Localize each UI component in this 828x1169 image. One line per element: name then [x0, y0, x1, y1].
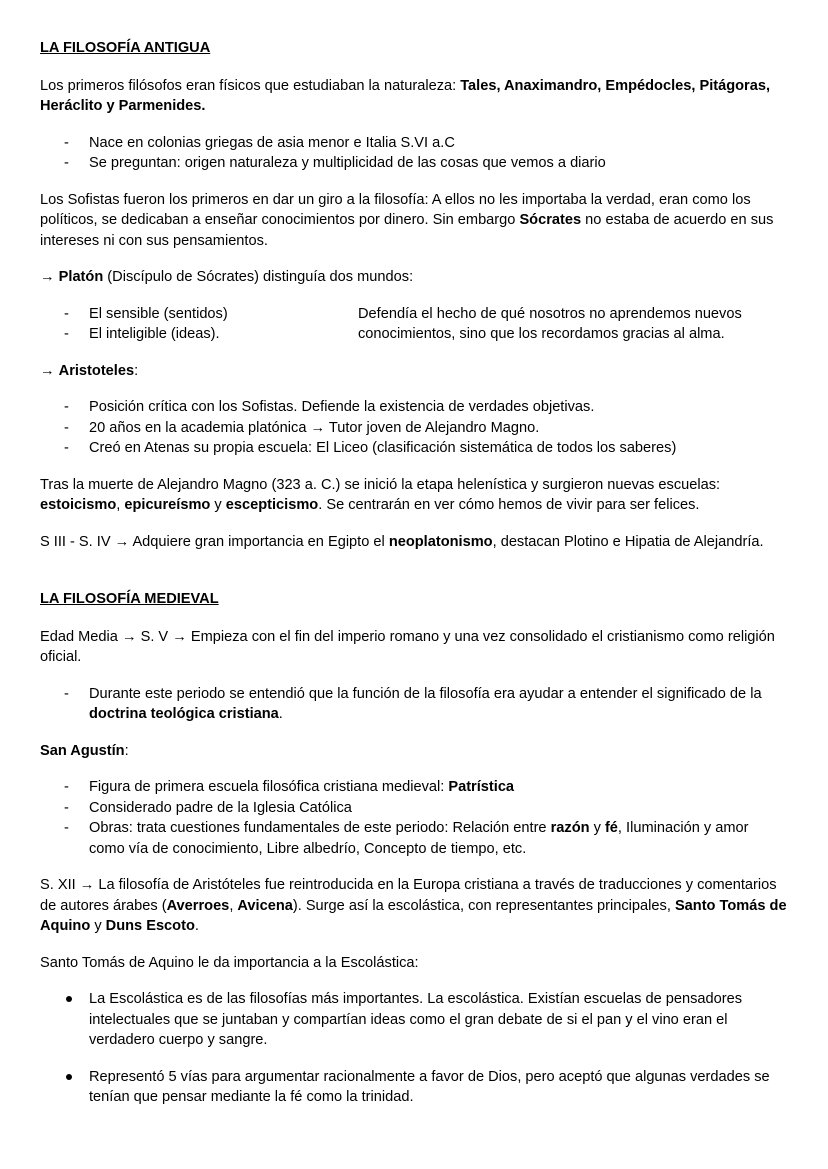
platon-name: Platón: [58, 269, 104, 285]
section-title-medieval: LA FILOSOFÍA MEDIEVAL: [40, 591, 219, 607]
doctrina: doctrina teológica cristiana: [89, 706, 279, 722]
razon: razón: [550, 820, 590, 836]
item-text: Figura de primera escuela filosófica cristiana medieval:: [89, 779, 449, 795]
list-item: [40, 684, 788, 725]
list-item: - 20 años en la academia platónica → Tutor joven de Alejandro Magno.: [40, 418, 788, 439]
aristoteles-name: Aristoteles: [58, 362, 135, 379]
medieval-intro: Edad Media → S. V → Empieza con el fin del imperio romano y una vez consolidado el cristianismo como religión oficial.: [40, 628, 775, 665]
list-item: - Considerado padre de la Iglesia Católica: [40, 798, 788, 819]
xii-text-1: S. XII → La filosofía de Aristóteles fue reintroducida en la Europa cristiana a través de traducciones y comentarios de autores árabes (: [40, 877, 777, 914]
origins-list: [40, 133, 788, 174]
agustin-name: San Agustín: [40, 742, 125, 759]
sofistas-text-1: Los Sofistas fueron los primeros en dar un giro a la filosofía: A ellos no les importaba la verdad, eran como los políticos, se dedicaban a enseñar conocimientos por dinero. Sin embargo: [40, 191, 751, 228]
fe: fé: [604, 820, 618, 836]
arrow: →: [40, 269, 59, 285]
neo-text-1: S III - S. IV → Adquiere gran importancia en Egipto el: [40, 533, 389, 550]
platon-note: Defendía el hecho de qué nosotros no aprendemos nuevos conocimientos, sino que los recordamos gracias al alma.: [358, 305, 742, 342]
agustin-list: [40, 777, 788, 859]
epicureismo: epicureísmo: [124, 497, 211, 513]
medieval-list: [40, 684, 788, 725]
list-item: La Escolástica es de las filosofías más importantes. La escolástica. Existían escuelas de pensadores intelectuales que se juntaban y compartían ideas como el gran debate de si el pan y el vino eran el verdadero cuerpo y sangre.: [40, 989, 788, 1051]
conjunction: y: [589, 820, 605, 836]
list-item: - Nace en colonias griegas de asia menor e Italia S.VI a.C: [40, 133, 788, 154]
xii-text-2: ). Surge así la escolástica, con representantes principales,: [292, 897, 675, 914]
aristoteles-heading: [40, 361, 788, 382]
platon-heading: [40, 267, 788, 288]
neoplatonismo: neoplatonismo: [388, 533, 493, 550]
conjunction: y: [210, 497, 226, 513]
avicena: Avicena: [237, 897, 293, 914]
averroes: Averroes: [166, 897, 230, 914]
neoplatonismo-paragraph: [40, 532, 788, 553]
helenistica-text-2: . Se centrarán en ver cómo hemos de vivir para ser felices.: [318, 497, 700, 513]
item-text: Durante este periodo se entendió que la función de la filosofía era ayudar a entender el significado de la: [89, 685, 762, 702]
agustin-heading: [40, 741, 788, 762]
comma: ,: [116, 497, 125, 513]
list-item: - Se preguntan: origen naturaleza y multiplicidad de las cosas que vemos a diario: [40, 153, 788, 174]
colon: :: [134, 362, 139, 379]
sofistas-paragraph: [40, 190, 788, 252]
item-text: Obras: trata cuestiones fundamentales de este periodo: Relación entre: [89, 820, 551, 836]
worlds-list: [40, 304, 358, 345]
helenistica-paragraph: [40, 475, 788, 516]
list-item: [40, 818, 788, 859]
period: .: [278, 706, 283, 722]
list-item: [40, 777, 788, 798]
platon-worlds: [40, 304, 788, 345]
helenistica-text-1: Tras la muerte de Alejandro Magno (323 a. C.) se inició la etapa helenística y surgieron nuevas escuelas:: [40, 476, 721, 493]
section-title-antigua: LA FILOSOFÍA ANTIGUA: [40, 40, 211, 56]
list-item: - El inteligible (ideas).: [40, 324, 358, 345]
list-item: - Creó en Atenas su propia escuela: El Liceo (clasificación sistemática de todos los saberes): [40, 438, 788, 459]
xii-paragraph: [40, 875, 788, 937]
intro-paragraph: [40, 76, 788, 117]
aristoteles-list: [40, 397, 788, 459]
tomas-name: Santo Tomás de Aquino: [40, 897, 787, 934]
intro-philosophers: Tales, Anaximandro, Empédocles, Pitágoras, Heráclito y Parmenides.: [40, 77, 771, 114]
escepticismo: escepticismo: [225, 497, 319, 513]
platon-text: (Discípulo de Sócrates) distinguía dos mundos:: [103, 269, 414, 285]
list-item: Representó 5 vías para argumentar racionalmente a favor de Dios, pero aceptó que algunas verdades se tenían que pensar mediante la fé como la trinidad.: [40, 1067, 788, 1108]
neo-text-2: , destacan Plotino e Hipatia de Alejandría.: [492, 533, 764, 550]
duns-name: Duns Escoto: [105, 918, 195, 934]
tomas-list: [40, 989, 788, 1108]
colon: :: [124, 742, 129, 759]
sofistas-text-2: no estaba de acuerdo en sus intereses ni con sus pensamientos.: [40, 212, 774, 249]
comma: ,: [229, 897, 238, 914]
conjunction: y: [90, 918, 106, 934]
socrates-name: Sócrates: [519, 212, 582, 228]
list-item: - El sensible (sentidos): [40, 304, 358, 325]
list-item: - Posición crítica con los Sofistas. Defiende la existencia de verdades objetivas.: [40, 397, 788, 418]
intro-text: Los primeros filósofos eran físicos que estudiaban la naturaleza:: [40, 77, 461, 94]
document-page: [40, 38, 788, 1108]
patristica: Patrística: [448, 779, 515, 795]
item-text: , Iluminación y amor como vía de conocimiento, Libre albedrío, Concepto de tiempo, etc.: [89, 820, 749, 857]
arrow: →: [40, 362, 59, 379]
estoicismo: estoicismo: [40, 497, 117, 513]
tomas-intro: Santo Tomás de Aquino le da importancia a la Escolástica:: [40, 954, 419, 971]
period: .: [194, 918, 199, 934]
